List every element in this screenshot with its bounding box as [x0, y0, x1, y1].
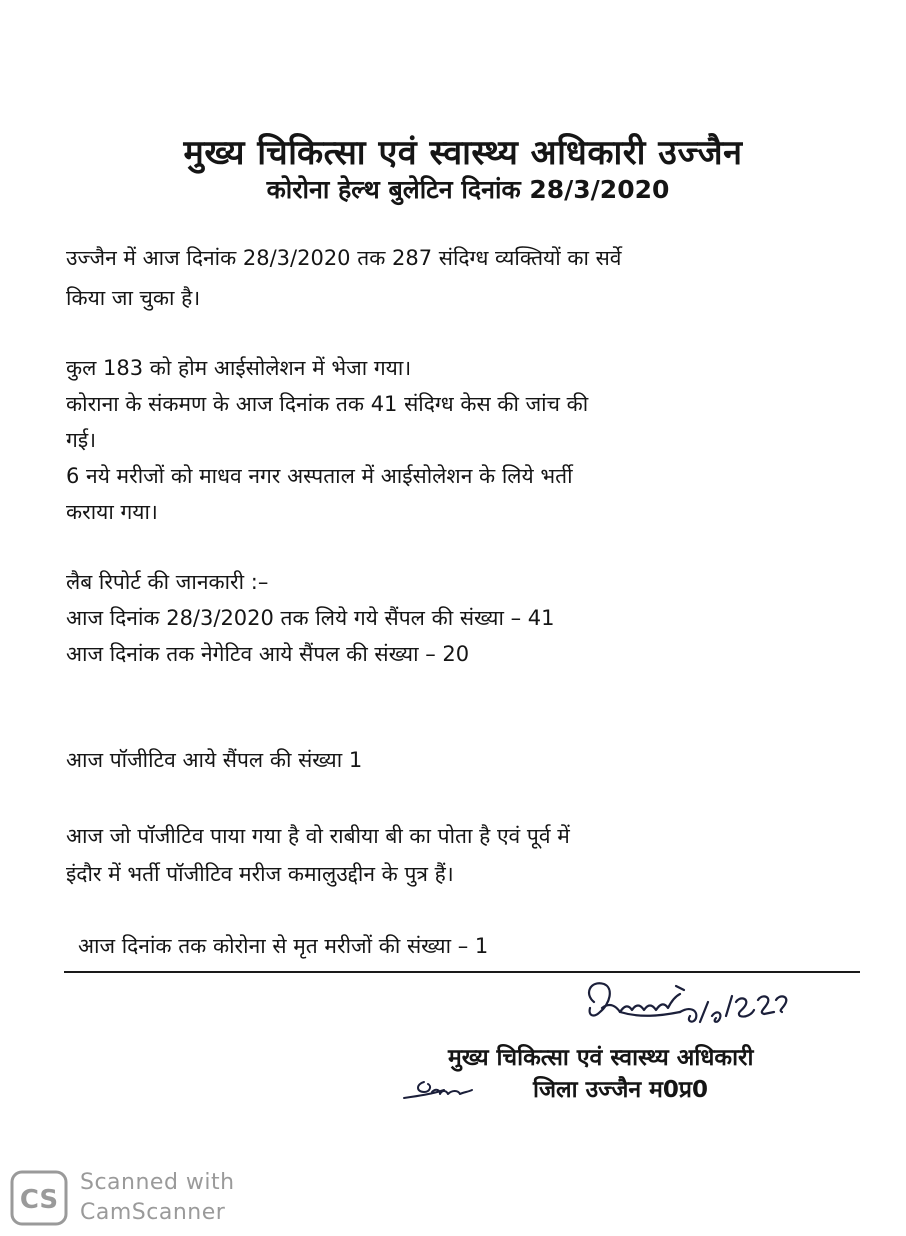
watermark-line-2: CamScanner [80, 1200, 226, 1225]
home-isolation-line: कुल 183 को होम आईसोलेशन में भेजा गया। [66, 356, 412, 380]
samples-positive-line: आज पॉजीटिव आये सैंपल की संख्या 1 [66, 748, 363, 772]
watermark-line-1: Scanned with [80, 1170, 235, 1195]
survey-line-1: उज्जैन में आज दिनांक 28/3/2020 तक 287 संदिग्ध व्यक्तियों का सर्वे [66, 246, 622, 270]
samples-taken-line: आज दिनांक 28/3/2020 तक लिये गये सैंपल की संख्या – 41 [66, 606, 555, 630]
lab-report-heading: लैब रिपोर्ट की जानकारी :– [66, 570, 269, 594]
positive-detail-line-1: आज जो पॉजीटिव पाया गया है वो राबीया बी का पोता है एवं पूर्व में [66, 824, 570, 848]
positive-detail-line-2: इंदौर में भर्ती पॉजीटिव मरीज कमालुउद्दीन के पुत्र हैं। [66, 862, 454, 886]
page-title: मुख्य चिकित्सा एवं स्वास्थ्य अधिकारी उज्जैन [183, 133, 743, 173]
tested-line-2: गई। [66, 428, 97, 452]
bulletin-subtitle: कोरोना हेल्थ बुलेटिन दिनांक 28/3/2020 [266, 175, 670, 204]
officer-title: मुख्य चिकित्सा एवं स्वास्थ्य अधिकारी [448, 1045, 754, 1071]
camscanner-logo-icon [10, 1170, 68, 1226]
samples-negative-line: आज दिनांक तक नेगेटिव आये सैंपल की संख्या – 20 [66, 642, 470, 666]
initials-signature [398, 1072, 478, 1106]
officer-place: जिला उज्जैन म0प्र0 [533, 1077, 709, 1103]
deaths-line: आज दिनांक तक कोरोना से मृत मरीजों की संख्या – 1 [78, 934, 489, 958]
admitted-line-2: कराया गया। [66, 500, 158, 524]
svg-text:CS: CS [19, 1185, 59, 1215]
tested-line-1: कोराना के संकमण के आज दिनांक तक 41 संदिग्ध केस की जांच की [66, 392, 589, 416]
scanner-watermark [10, 1168, 250, 1230]
survey-line-2: किया जा चुका है। [66, 286, 201, 310]
admitted-line-1: 6 नये मरीजों को माधव नगर अस्पताल में आईसोलेशन के लिये भर्ती [66, 464, 573, 488]
